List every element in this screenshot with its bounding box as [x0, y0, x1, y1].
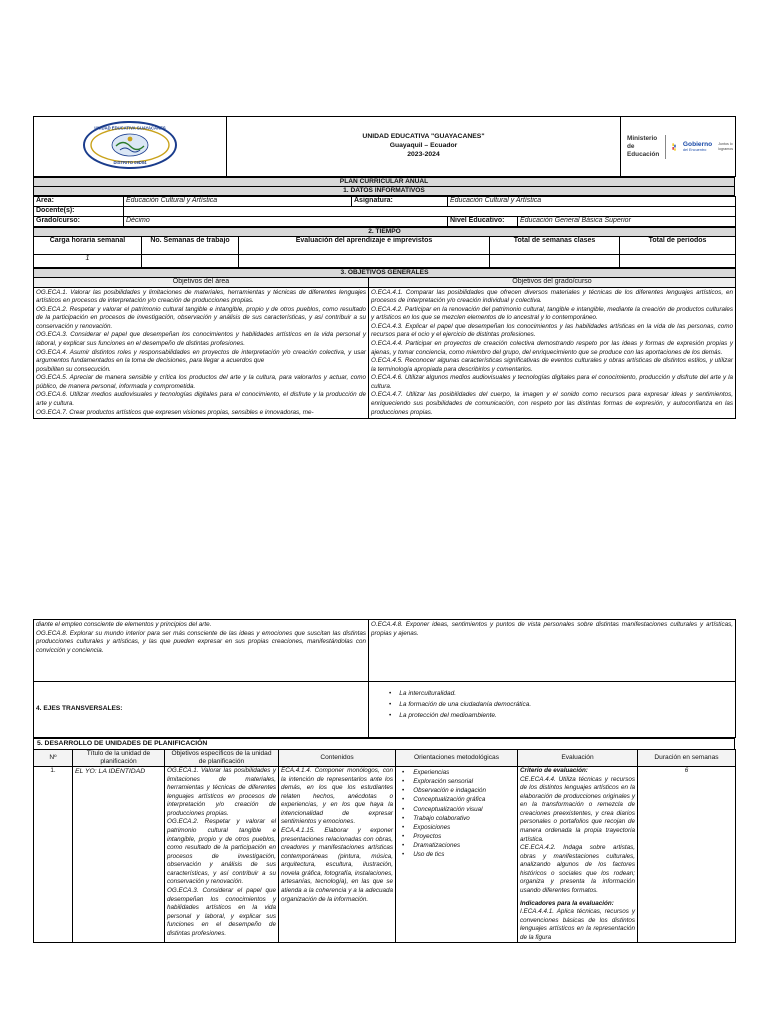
objetivo-curso-item: O.ECA.4.7. Utilizar las posibilidades del cuerpo, la imagen y el sonido como recursos para expresar ideas y sentimientos, enriqueciendo sus posibilidades de comunicación, con respeto por las distintas formas de expresión, y autoconfianza en las producciones propias. [371, 391, 733, 416]
objetivo-area-item: diante el empleo consciente de elementos y principios del arte. [36, 621, 212, 628]
ministry-logo [627, 135, 659, 159]
school-name: UNIDAD EDUCATIVA "GUAYACANES" [362, 133, 485, 141]
objetivos-area-header: Objetivos del área [34, 278, 369, 288]
orientacion-item: • Conceptualización visual [402, 805, 515, 814]
tiempo-header-evaluacion: Evaluación del aprendizaje e imprevistos [239, 237, 490, 255]
unit-objetivo-item: OG.ECA.2. Respetar y valorar el patrimonio cultural tangible e intangible, propio y de otros pueblos, como resultado de la participación en procesos de investigación, observación y análisis de sus características, y así contribuir a su conservación y renovación. [167, 818, 276, 886]
plan-title-bar [33, 177, 735, 196]
tiempo-value-total-semanas [490, 255, 620, 268]
datos-section-title: 1. DATOS INFORMATIVOS [34, 187, 735, 196]
objetivo-curso-item: O.ECA.4.6. Utilizar algunos medios audiovisuales y tecnologías digitales para el conocimiento, producción y disfrute del arte y la cultura. [371, 374, 733, 390]
unit-objetivos [165, 767, 279, 943]
tiempo-table [33, 227, 736, 268]
eje-item: • La interculturalidad. [389, 688, 733, 699]
unit-title: EL YO: LA IDENTIDAD [73, 767, 165, 943]
unit-contenido-item: ECA.4.1.15. Elaborar y exponer presentaciones relacionadas con obras, creadores y manifestaciones artísticas contemporáneas (pintura, música, arquitectura, escultura, ilustración, novela gráfica, fotografía, instalaciones, artesanías, tecnología), en las que se atienda a la coherencia y a la adecuada organización de la información. [281, 827, 393, 903]
tiempo-header-total-semanas: Total de semanas clases [490, 237, 620, 255]
objetivos-area-continuation [34, 620, 369, 682]
gobierno-emblem-icon [672, 137, 677, 157]
eje-item: • La formación de una ciudadanía democrática. [389, 699, 733, 710]
school-logo-cell [34, 117, 227, 177]
ministry-line-1: Ministerio [627, 134, 658, 142]
tiempo-value-semanas [142, 255, 239, 268]
unit-orientaciones [396, 767, 518, 943]
desarrollo-header-duracion: Duración en semanas [638, 750, 736, 767]
objetivo-area-item: OG.ECA.6. Utilizar medios audiovisuales y tecnologías digitales para el conocimiento, el disfrute y la producción de arte y cultura. [36, 391, 366, 407]
orientacion-item: • Dramatizaciones [402, 841, 515, 850]
school-year: 2023-2024 [407, 150, 440, 158]
indicadores-label: Indicadores para la evaluación: [520, 899, 614, 907]
objetivos-curso-header: Objetivos del grado/curso [369, 278, 736, 288]
unit-contenidos [279, 767, 396, 943]
objetivo-curso-item: O.ECA.4.2. Participar en la renovación del patrimonio cultural, tangible e intangible, mediante la creación de productos culturales y artísticos en los que se mezclen elementos de lo ancestral y lo contemporáneo. [371, 305, 733, 322]
objetivos-continuation [33, 619, 736, 738]
logo-district-text: DISTRITO 09D04 [113, 159, 147, 165]
page-two [33, 619, 735, 943]
desarrollo-header-evaluacion: Evaluación [518, 750, 638, 767]
desarrollo-header-orientaciones: Orientaciones metodológicas [396, 750, 518, 767]
logo-divider [665, 135, 666, 159]
objetivo-area-item: OG.ECA.4. Asumir distintos roles y responsabilidades en proyectos de interpretación y/o creación colectiva, y usar argumentos fundamentados en la toma de decisiones, para llegar a acuerdos que [36, 348, 366, 365]
unit-duracion: 6 [638, 767, 736, 943]
orientacion-item: • Exploración sensorial [402, 777, 515, 786]
objetivo-curso-item: O.ECA.4.8. Exponer ideas, sentimientos y puntos de vista personales sobre distintas manifestaciones culturales y artísticas, propias y ajenas. [371, 621, 733, 637]
tiempo-header-total-periodos: Total de periodos [620, 237, 736, 255]
gobierno-logo [683, 141, 712, 152]
tiempo-section-title: 2. TIEMPO [34, 228, 736, 237]
logo-ring-text: UNIDAD EDUCATIVA GUAYACANES [94, 125, 166, 131]
orientacion-item: • Exposiciones [402, 823, 515, 832]
docentes-value [124, 207, 736, 217]
objetivos-curso-continuation [369, 620, 736, 682]
tiempo-value-evaluacion [239, 255, 490, 268]
desarrollo-header-contenidos: Contenidos [279, 750, 396, 767]
tiempo-value-total-periodos [620, 255, 736, 268]
school-info-cell [227, 117, 621, 177]
nivel-value: Educación General Básica Superior [518, 217, 736, 227]
desarrollo-header-objetivos: Objetivos específicos de la unidad de planificación [165, 750, 279, 767]
objetivo-area-item: OG.ECA.1. Valorar las posibilidades y limitaciones de materiales, herramientas y técnicas de diferentes lenguajes artísticos en procesos de interpretación y/o creación de producciones propias. [36, 288, 366, 305]
school-logo [80, 119, 180, 171]
objetivo-curso-item: O.ECA.4.5. Reconocer algunas características significativas de eventos culturales y obras artísticas de distintos estilos, y utilizar la terminología apropiada para describirlos y comentarlos. [371, 357, 733, 373]
grado-value: Décimo [124, 217, 448, 227]
ejes-list-cell [369, 682, 736, 738]
criterio-item: CE.ECA.4.2. Indaga sobre artistas, obras y manifestaciones culturales, analizando algunos de los factores históricos o sociales que los rodean; organiza y presenta la información usando diferentes formatos. [520, 844, 635, 894]
objetivo-curso-item: O.ECA.4.4. Participar en proyectos de creación colectiva demostrando respeto por las ideas y formas de expresión propias y ajenas, y tomar conciencia, como miembro del grupo, del enriquecimiento que se produce con las aportaciones de los demás. [371, 340, 733, 356]
ministry-line-2: de Educación [627, 142, 660, 158]
desarrollo-header-titulo: Título de la unidad de planificación [73, 750, 165, 767]
tiempo-header-semanas: No. Semanas de trabajo [142, 237, 239, 255]
ministry-logo-cell [621, 117, 736, 177]
objetivo-area-item: OG.ECA.8. Explorar su mundo interior para ser más consciente de las ideas y emociones que suscitan las distintas producciones culturales y artísticas, y las que pueden expresar en sus propias creaciones, manifestándolas con convicción y conciencia. [36, 629, 366, 654]
objetivos-area-list [34, 287, 369, 418]
desarrollo-table [33, 749, 736, 943]
docentes-label: Docente(s): [34, 207, 124, 217]
asignatura-value: Educación Cultural y Artística [448, 197, 736, 207]
gobierno-slogan: Juntos lo logramos [718, 142, 733, 151]
gobierno-line-1: Gobierno [682, 140, 713, 148]
unit-evaluacion [518, 767, 638, 943]
tiempo-value-carga: 1 [34, 255, 142, 268]
unit-objetivo-item: OG.ECA.1. Valorar las posibilidades y limitaciones de materiales, herramientas y técnicas de diferentes lenguajes artísticos en procesos de interpretación y/o creación de producciones propias. [167, 767, 276, 817]
orientaciones-list [402, 768, 515, 859]
unit-contenido-item: ECA.4.1.4. Componer monólogos, con la intención de representarlos ante los demás, en los que los estudiantes relaten hechos, anécdotas o experiencias, y en los que haya la intencionalidad de expresar sentimientos y emociones. [281, 767, 393, 826]
objetivo-curso-item: O.ECA.4.1. Comparar las posibilidades que ofrecen diversos materiales y técnicas de los diferentes lenguajes artísticos, en procesos de interpretación y/o creación individual y colectiva. [371, 288, 733, 305]
unit-objetivo-item: OG.ECA.3. Considerar el papel que desempeñan los conocimientos y habilidades artísticos en la vida personal y laboral, y explicar sus funciones en el desempeño de distintas profesiones. [167, 886, 276, 937]
ejes-title: 4. EJES TRANSVERSALES: [34, 682, 369, 738]
objetivo-area-item: OG.ECA.5. Apreciar de manera sensible y crítica los productos del arte y la cultura, para valorarlos y actuar, como público, de manera personal, informada y comprometida. [36, 374, 366, 390]
orientacion-item: • Conceptualización gráfica [402, 795, 515, 804]
school-location: Guayaquil – Ecuador [389, 142, 458, 150]
orientacion-item: • Observación e indagación [402, 786, 515, 795]
grado-label: Grado/curso: [34, 217, 124, 227]
datos-informativos [33, 196, 736, 227]
unit-number: 1. [34, 767, 73, 943]
nivel-label: Nivel Educativo: [448, 217, 518, 227]
objetivo-area-item: OG.ECA.3. Considerar el papel que desempeñan los conocimientos y habilidades artísticos en la vida personal y laboral, y explicar sus funciones en el desempeño de distintas profesiones. [36, 331, 366, 348]
page-one [33, 116, 735, 419]
orientacion-item: • Trabajo colaborativo [402, 814, 515, 823]
document-header [33, 116, 736, 177]
objetivos-curso-list [369, 287, 736, 418]
orientacion-item: • Proyectos [402, 832, 515, 841]
tiempo-header-carga: Carga horaria semanal [34, 237, 142, 255]
criterio-item: CE.ECA.4.4. Utiliza técnicas y recursos de los distintos lenguajes artísticos en la elaboración de producciones originales y en la transformación o remezcla de creaciones preexistentes, y crea diarios personales o portafolios que recojan de manera ordenada la propia trayectoria artística. [520, 775, 635, 843]
ejes-list [389, 688, 733, 721]
asignatura-label: Asignatura: [352, 197, 448, 207]
objetivo-area-item: OG.ECA.7. Crear productos artísticos que expresen visiones propias, sensibles e innovadoras, me- [36, 408, 314, 416]
objetivo-area-item: OG.ECA.2. Respetar y valorar el patrimonio cultural tangible e intangible, propio y de otros pueblos, como resultado de la participación en procesos de investigación, observación y análisis de sus características, y así contribuir a su conservación y renovación. [36, 305, 366, 330]
plan-title: PLAN CURRICULAR ANUAL [34, 178, 735, 187]
objetivo-curso-item: O.ECA.4.3. Explicar el papel que desempeñan los conocimientos y las habilidades artísticas en la vida de las personas, como recursos para el ocio y el ejercicio de distintas profesiones. [371, 322, 733, 339]
desarrollo-header-numero: Nº [34, 750, 73, 767]
area-label: Área: [34, 197, 124, 207]
objetivos-section-title: 3. OBJETIVOS GENERALES [34, 269, 736, 278]
objetivo-area-item: posibiliten su consecución. [36, 365, 111, 373]
indicador-item: I.ECA.4.4.1. Aplica técnicas, recursos y convenciones básicas de los distintos lenguajes artísticos en la representación de la figura [520, 908, 635, 941]
orientacion-item: • Uso de tics [402, 850, 515, 859]
area-value: Educación Cultural y Artística [124, 197, 352, 207]
gobierno-line-2: del Encuentro [682, 148, 707, 153]
eje-item: • La protección del medioambiente. [389, 710, 733, 721]
criterio-label: Criterio de evaluación: [520, 767, 588, 775]
desarrollo-section-title: 5. DESARROLLO DE UNIDADES DE PLANIFICACIÓN [33, 738, 735, 749]
objetivos-table [33, 268, 736, 419]
orientacion-item: • Experiencias [402, 768, 515, 777]
